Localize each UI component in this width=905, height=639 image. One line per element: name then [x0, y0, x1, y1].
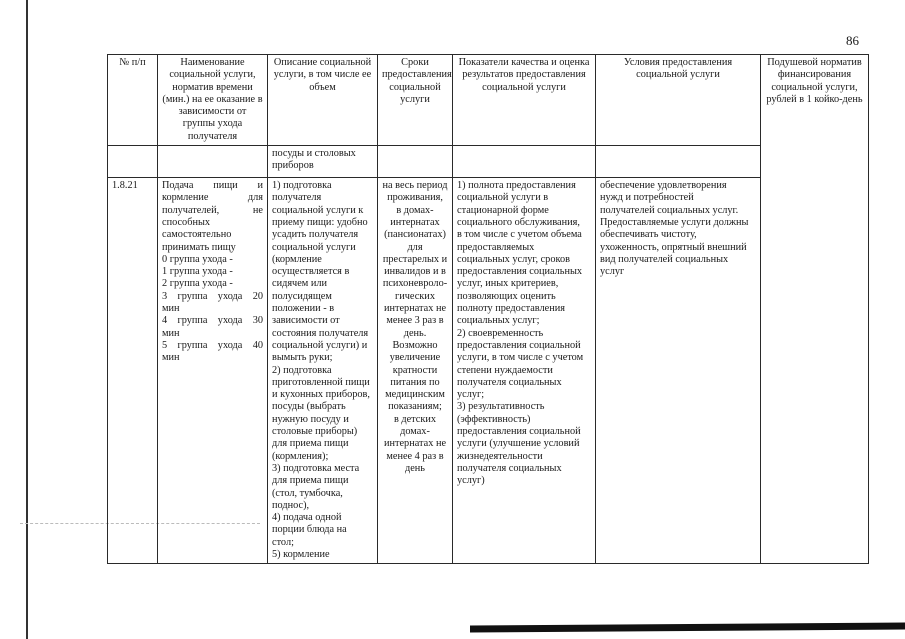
header-quality: Показатели качества и оценка результатов предоставления социальной услуги — [453, 55, 596, 146]
description-line: сидячем или — [272, 278, 328, 290]
conditions-line: ухоженность, опрятный внешний — [600, 241, 747, 253]
table-row — [108, 178, 869, 564]
service-name-line — [162, 242, 263, 254]
header-num: № п/п — [108, 55, 158, 146]
service-name-word: 2 группа ухода - — [162, 278, 233, 290]
terms-line: в детских — [393, 413, 437, 425]
description-line: порции блюда на — [272, 524, 347, 536]
service-name-line — [162, 180, 263, 192]
description-line: 2) подготовка — [272, 364, 332, 376]
service-name-word: не — [252, 204, 263, 216]
service-name-word: и — [257, 180, 263, 192]
service-name-word: 0 группа ухода - — [162, 253, 233, 265]
service-name-word: ухода — [217, 339, 243, 351]
quality-line: услуг; — [457, 389, 485, 401]
service-name-line — [162, 192, 263, 204]
terms-line: интернатах не — [383, 438, 447, 450]
quality-line: в том числе с учетом объема — [457, 229, 582, 241]
terms-line: интернатах — [390, 216, 440, 228]
service-quality — [453, 178, 596, 564]
service-name-line — [162, 328, 263, 340]
terms-line: день — [404, 462, 425, 474]
service-name-line — [162, 278, 263, 290]
terms-line: увеличение — [389, 352, 441, 364]
service-name-word: для — [247, 192, 263, 204]
service-name-word: принимать пищу — [162, 241, 236, 253]
quality-line: услуги, в том числе с учетом — [457, 352, 584, 364]
row-number: 1.8.21 — [108, 178, 158, 564]
service-name-line — [162, 266, 263, 278]
terms-line: (пансионатах) — [384, 229, 446, 241]
terms-line: престарелых и — [382, 253, 448, 265]
description-line: нужную посуду и — [272, 413, 349, 425]
description-line: (стол, тумбочка, — [272, 487, 343, 499]
service-name-word: 20 — [252, 290, 263, 302]
service-name-word: Подача — [162, 180, 194, 192]
description-line: состояния получателя — [272, 327, 369, 339]
quality-line: 1) полнота предоставления — [457, 180, 576, 192]
conditions-line: Предоставляемые услуги должны — [600, 216, 749, 228]
description-line: положении - в — [272, 303, 335, 315]
continuation-description: посуды и столовых приборов — [268, 146, 378, 178]
description-line: зависимости от — [272, 315, 340, 327]
conditions-line: вид получателей социальных — [600, 253, 729, 265]
description-line: приему пищи: удобно — [272, 216, 368, 228]
description-line: 3) подготовка места — [272, 462, 360, 474]
service-name-word: группа — [177, 339, 208, 351]
description-line: 4) подача одной — [272, 512, 342, 524]
description-line: социальной услуги — [272, 241, 356, 253]
service-name-word: 30 — [252, 315, 263, 327]
service-name-word: получателей, — [162, 204, 220, 216]
header-description: Описание социальной услуги, в том числе ее объем — [268, 55, 378, 146]
header-conditions: Условия предоставления социальной услуги — [596, 55, 761, 146]
quality-line: предоставления социальных — [457, 266, 583, 278]
scan-edge-bottom — [470, 622, 905, 632]
service-name-line — [162, 217, 263, 229]
description-line: для приема пищи — [272, 475, 349, 487]
service-name-line — [162, 254, 263, 266]
quality-line: социальной услуги в — [457, 192, 549, 204]
terms-line: показаниям; — [388, 401, 442, 413]
quality-line: получателя социальных — [457, 462, 562, 474]
service-conditions — [596, 178, 761, 564]
service-name-word: самостоятельно — [162, 229, 232, 241]
quality-line: предоставляемых — [457, 241, 535, 253]
header-norm-text: Подушевой норматив финансирования социальной услуги, рублей в 1 койко-день — [766, 57, 863, 105]
services-table — [107, 54, 869, 564]
service-name-word: мин — [162, 327, 180, 339]
page-number: 86 — [846, 33, 859, 48]
terms-line: интернатах не — [383, 303, 447, 315]
service-name-word: 40 — [252, 339, 263, 351]
description-line: 1) подготовка — [272, 180, 332, 192]
terms-line: проживания, — [387, 192, 443, 204]
service-description — [268, 178, 378, 564]
terms-line: менее 3 раз в — [386, 315, 444, 327]
quality-line: получателя социальных — [457, 376, 562, 388]
terms-line: психоневроло- — [382, 278, 448, 290]
service-name-word: кормление — [162, 192, 209, 204]
terms-line: Возможно — [392, 339, 438, 351]
quality-line: жизнедеятельности — [457, 450, 543, 462]
terms-line: в домах- — [396, 204, 434, 216]
service-name-word: 1 группа ухода - — [162, 266, 233, 278]
quality-line: позволяющих оценить — [457, 290, 556, 302]
quality-line: полноту предоставления — [457, 303, 565, 315]
quality-line: (эффективность) — [457, 413, 531, 425]
service-name-line — [162, 315, 263, 327]
service-name-line — [162, 303, 263, 315]
conditions-line: обеспечивать чистоту, — [600, 229, 697, 241]
description-line: получателя — [272, 192, 322, 204]
service-name — [158, 178, 268, 564]
description-line: социальной услуги) и — [272, 339, 368, 351]
quality-line: степени нуждаемости — [457, 364, 553, 376]
conditions-line: нужд и потребностей — [600, 192, 694, 204]
terms-line: на весь период — [382, 180, 448, 192]
description-line: социальной услуги к — [272, 204, 364, 216]
header-name: Наименование социальной услуги, норматив времени (мин.) на ее оказание в зависимости от группы ухода получателя — [158, 55, 268, 146]
terms-line: гических — [395, 290, 435, 302]
description-line: вымыть руки; — [272, 352, 333, 364]
quality-line: социальных услуг, сроков — [457, 253, 570, 265]
description-line: посуды (выбрать — [272, 401, 346, 413]
service-name-word: группа — [177, 290, 208, 302]
description-line: поднос), — [272, 499, 310, 511]
description-line: 5) кормление — [272, 548, 330, 560]
terms-line: для — [407, 241, 423, 253]
continuation-row — [108, 146, 869, 178]
quality-line: стационарной форме — [457, 204, 549, 216]
description-line: стол; — [272, 536, 294, 548]
header-terms: Сроки предоставления социальной услуги — [378, 55, 453, 146]
service-name-word: 5 — [162, 339, 168, 351]
service-name-word: группа — [177, 315, 208, 327]
quality-line: услуг, иных критериев, — [457, 278, 559, 290]
description-line: полусидящем — [272, 290, 332, 302]
quality-line: социального обслуживания, — [457, 216, 580, 228]
terms-line: кратности — [392, 364, 438, 376]
header-row — [108, 55, 869, 146]
service-name-line — [162, 340, 263, 352]
service-name-line — [162, 205, 263, 217]
service-name-word: ухода — [217, 315, 243, 327]
terms-line: инвалидов и в — [384, 266, 446, 278]
service-name-word: ухода — [217, 290, 243, 302]
description-line: приготовленной пищи — [272, 376, 370, 388]
description-line: для приема пищи — [272, 438, 349, 450]
quality-line: предоставления социальной — [457, 339, 581, 351]
description-line: столовые приборы) — [272, 426, 358, 438]
description-line: усадить получателя — [272, 229, 359, 241]
quality-line: социальных услуг; — [457, 315, 540, 327]
quality-line: предоставления социальной — [457, 426, 581, 438]
service-name-word: способных — [162, 216, 211, 228]
conditions-line: получателей социальных услуг. — [600, 204, 739, 216]
header-norm — [761, 55, 869, 564]
terms-line: день. — [403, 327, 427, 339]
description-line: (кормление — [272, 253, 322, 265]
service-terms — [378, 178, 453, 564]
scan-edge-left — [26, 0, 28, 639]
service-name-word: мин — [162, 303, 180, 315]
terms-line: менее 4 раз в — [386, 450, 444, 462]
service-name-word: 4 — [162, 315, 168, 327]
service-name-line — [162, 229, 263, 241]
service-name-line — [162, 352, 263, 364]
service-name-word: пищи — [213, 180, 238, 192]
description-line: и кухонных приборов, — [272, 389, 370, 401]
quality-line: 2) своевременность — [457, 327, 544, 339]
terms-line: питания по — [390, 376, 440, 388]
conditions-line: услуг — [600, 266, 625, 278]
terms-line: домах- — [400, 426, 430, 438]
quality-line: услуг) — [457, 475, 485, 487]
service-name-word: 3 — [162, 290, 168, 302]
service-name-line — [162, 291, 263, 303]
terms-line: медицинским — [385, 389, 445, 401]
quality-line: услуги (улучшение условий — [457, 438, 580, 450]
description-line: (кормления); — [272, 450, 329, 462]
description-line: осуществляется в — [272, 266, 350, 278]
conditions-line: обеспечение удовлетворения — [600, 180, 727, 192]
service-name-word: мин — [162, 352, 180, 364]
quality-line: 3) результативность — [457, 401, 545, 413]
